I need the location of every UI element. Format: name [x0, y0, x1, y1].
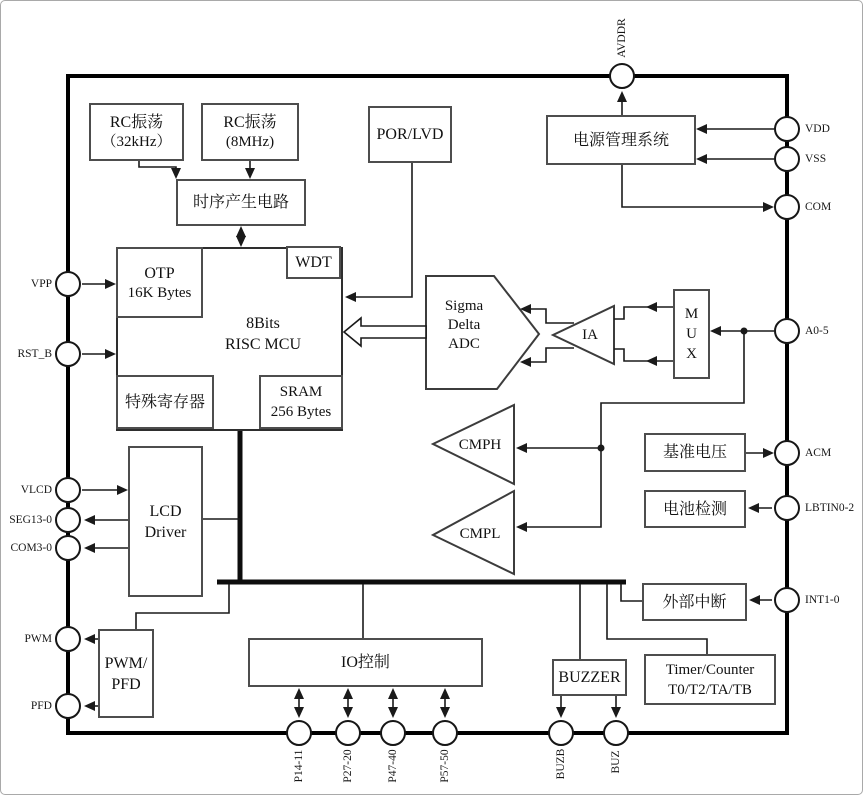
pin-p57-50 — [432, 720, 458, 746]
pin-buzb-label: BUZB — [555, 748, 567, 780]
sram-label-line1: SRAM — [279, 384, 323, 400]
wire-mux-to-ia-upper — [614, 307, 673, 319]
pin-vdd-label: VDD — [805, 123, 830, 135]
pin-buz-label: BUZ — [610, 750, 622, 774]
block-pwm-pfd — [98, 629, 154, 718]
pin-buzb — [548, 720, 574, 746]
wire-power-to-com — [622, 165, 770, 207]
block-battery-detect — [644, 490, 746, 528]
rc-osc-8m-label-line2: (8MHz) — [225, 134, 275, 150]
wire-extint-to-bus — [621, 584, 642, 601]
pwm-pfd-label-line2: PFD — [111, 675, 141, 693]
block-io-control — [248, 638, 483, 687]
por-lvd-label: POR/LVD — [376, 126, 444, 143]
ia-label: IA — [582, 326, 598, 343]
pin-com3-0-label: COM3-0 — [10, 542, 52, 554]
analog-shapes — [426, 276, 614, 574]
block-rc-osc-8m — [201, 103, 299, 161]
pin-p14-11 — [286, 720, 312, 746]
pin-lbtin0-2 — [774, 495, 800, 521]
pin-vpp — [55, 271, 81, 297]
io-control-label: IO控制 — [341, 654, 390, 671]
wire-ia-to-adc-lower — [524, 348, 574, 362]
block-mux — [673, 289, 710, 379]
pin-rst-b — [55, 341, 81, 367]
adc-label-line3: ADC — [448, 336, 480, 352]
cmph-label: CMPH — [458, 436, 502, 453]
pin-vlcd-label: VLCD — [20, 484, 52, 496]
wire-rc32k-to-timing — [139, 161, 176, 175]
block-power-management — [546, 115, 696, 165]
pin-com3-0 — [55, 535, 81, 561]
block-timer-counter — [644, 654, 776, 705]
special-registers-label: 特殊寄存器 — [124, 393, 205, 411]
pin-int1-0 — [774, 587, 800, 613]
mux-label-line2: U — [686, 326, 697, 342]
pin-a0-5 — [774, 318, 800, 344]
pin-vss-label: VSS — [805, 153, 827, 165]
ext-interrupt-label: 外部中断 — [662, 593, 727, 611]
block-rc-osc-32k — [89, 103, 184, 161]
pin-avddr-label: AVDDR — [616, 18, 628, 58]
wire-ia-to-adc-upper — [524, 309, 574, 323]
block-sram — [259, 375, 343, 429]
otp-label-line2: 16K Bytes — [127, 284, 192, 301]
pin-pfd-label: PFD — [30, 700, 52, 712]
vref-label: 基准电压 — [662, 444, 727, 461]
mux-label-line3: X — [686, 346, 697, 362]
wire-a05-to-cmpl — [520, 448, 601, 527]
pin-pwm — [55, 626, 81, 652]
rc-osc-32k-label-line2: （32kHz） — [101, 134, 172, 150]
adc-label-line2: Delta — [447, 317, 481, 333]
block-timing-generator — [176, 179, 306, 226]
pin-buz — [603, 720, 629, 746]
pin-com-label: COM — [805, 201, 832, 213]
pin-int1-0-label: INT1-0 — [805, 594, 840, 606]
block-special-registers — [116, 375, 214, 429]
mux-label-line1: M — [684, 306, 699, 322]
sigma-delta-adc-shape — [426, 276, 539, 389]
sram-label-line2: 256 Bytes — [270, 404, 332, 420]
pwm-pfd-label-line1: PWM/ — [104, 654, 148, 672]
pin-vss — [774, 146, 800, 172]
adc-label-line1: Sigma — [444, 298, 484, 314]
lcd-driver-label-line2: Driver — [144, 523, 187, 541]
pin-vdd — [774, 116, 800, 142]
rc-osc-32k-label-line1: RC振荡 — [109, 114, 164, 131]
pin-seg13-0 — [55, 507, 81, 533]
wire-mux-to-ia-lower — [614, 349, 673, 361]
block-ext-interrupt — [642, 583, 747, 621]
pin-vlcd — [55, 477, 81, 503]
block-buzzer — [552, 659, 627, 696]
block-por-lvd — [368, 106, 452, 163]
block-vref — [644, 433, 746, 472]
block-wdt — [286, 246, 341, 279]
risc-mcu-label-line2: RISC MCU — [224, 336, 302, 353]
pin-avddr — [609, 63, 635, 89]
system-bus — [217, 430, 626, 582]
pin-acm-label: ACM — [805, 447, 832, 459]
ia-amplifier-shape — [553, 306, 614, 364]
timing-generator-label: 时序产生电路 — [192, 194, 289, 211]
timer-counter-label-line1: Timer/Counter — [665, 661, 755, 678]
pin-lbtin0-2-label: LBTIN0-2 — [805, 502, 855, 514]
pin-com — [774, 194, 800, 220]
risc-mcu-label-line1: 8Bits — [246, 315, 280, 332]
wdt-label: WDT — [295, 254, 332, 271]
pin-p57-50-label: P57-50 — [439, 749, 451, 783]
pin-a0-5-label: A0-5 — [805, 325, 829, 337]
pin-p14-11-label: P14-11 — [293, 749, 305, 783]
block-lcd-driver — [128, 446, 203, 597]
power-management-label: 电源管理系统 — [572, 131, 669, 149]
wire-porlvd-to-mcu — [349, 163, 412, 297]
pin-p27-20 — [335, 720, 361, 746]
pin-p27-20-label: P27-20 — [342, 749, 354, 783]
pin-rst-b-label: RST_B — [17, 348, 52, 360]
block-otp — [116, 247, 203, 318]
pin-p47-40 — [380, 720, 406, 746]
timer-counter-label-line2: T0/T2/TA/TB — [668, 681, 752, 698]
otp-label-line1: OTP — [144, 264, 175, 282]
cmpl-label: CMPL — [459, 525, 501, 542]
pin-pwm-label: PWM — [24, 633, 52, 645]
pin-pfd — [55, 693, 81, 719]
pin-p47-40-label: P47-40 — [387, 749, 399, 783]
cmpl-comparator-shape — [433, 491, 514, 574]
cmph-comparator-shape — [433, 405, 514, 484]
adc-to-mcu-bus-arrow — [344, 318, 426, 346]
buzzer-label: BUZZER — [558, 669, 621, 686]
pin-vpp-label: VPP — [30, 278, 52, 290]
rc-osc-8m-label-line1: RC振荡 — [223, 114, 277, 131]
pin-acm — [774, 440, 800, 466]
battery-detect-label: 电池检测 — [662, 500, 727, 518]
lcd-driver-label-line1: LCD — [149, 502, 182, 520]
pin-seg13-0-label: SEG13-0 — [9, 514, 52, 526]
